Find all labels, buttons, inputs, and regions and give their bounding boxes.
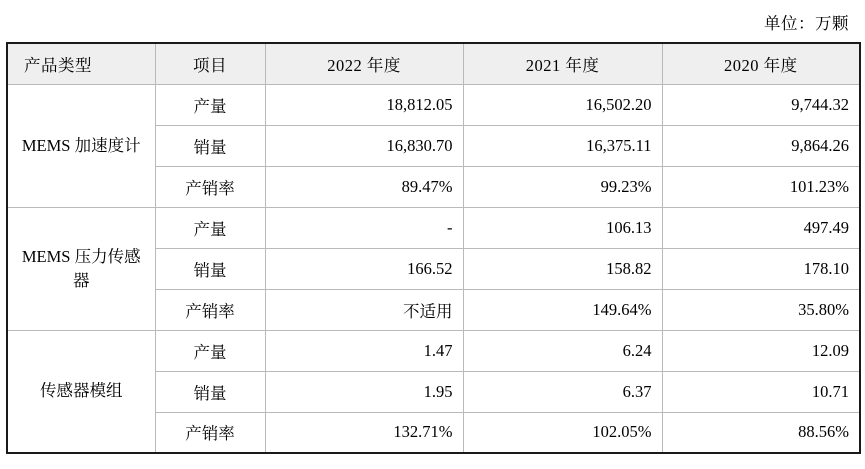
category-cell-mems-accelerometer: MEMS 加速度计	[7, 84, 155, 207]
value-cell-2020: 12.09	[662, 330, 860, 371]
value-cell-2021: 149.64%	[463, 289, 662, 330]
table-row	[7, 84, 860, 125]
value-cell-2022: 1.95	[265, 371, 463, 412]
value-cell-2022: 不适用	[265, 289, 463, 330]
value-cell-2022: 1.47	[265, 330, 463, 371]
value-cell-2020: 178.10	[662, 248, 860, 289]
value-cell-2021: 99.23%	[463, 166, 662, 207]
value-cell-2021: 16,502.20	[463, 84, 662, 125]
value-cell-2021: 6.24	[463, 330, 662, 371]
unit-note: 单位：万颗	[764, 14, 849, 33]
value-cell-2020: 10.71	[662, 371, 860, 412]
column-header-2021: 2021 年度	[463, 43, 662, 84]
column-header-2022: 2022 年度	[265, 43, 463, 84]
item-cell: 产量	[155, 84, 265, 125]
item-cell: 销量	[155, 125, 265, 166]
item-cell: 产销率	[155, 166, 265, 207]
column-header-product-type: 产品类型	[7, 43, 155, 84]
item-cell: 产量	[155, 207, 265, 248]
category-cell-sensor-module: 传感器模组	[7, 330, 155, 453]
value-cell-2022: 89.47%	[265, 166, 463, 207]
value-cell-2021: 102.05%	[463, 412, 662, 453]
value-cell-2022: 132.71%	[265, 412, 463, 453]
value-cell-2022: -	[265, 207, 463, 248]
value-cell-2022: 16,830.70	[265, 125, 463, 166]
item-cell: 产销率	[155, 289, 265, 330]
column-header-2020: 2020 年度	[662, 43, 860, 84]
item-cell: 销量	[155, 248, 265, 289]
table-body	[7, 84, 860, 453]
value-cell-2021: 6.37	[463, 371, 662, 412]
value-cell-2020: 35.80%	[662, 289, 860, 330]
table-row	[7, 330, 860, 371]
value-cell-2020: 9,744.32	[662, 84, 860, 125]
category-cell-mems-pressure-sensor: MEMS 压力传感器	[7, 207, 155, 330]
column-header-item: 项目	[155, 43, 265, 84]
value-cell-2020: 9,864.26	[662, 125, 860, 166]
table-header-row	[7, 43, 860, 84]
value-cell-2020: 101.23%	[662, 166, 860, 207]
item-cell: 产量	[155, 330, 265, 371]
table-row	[7, 207, 860, 248]
value-cell-2020: 88.56%	[662, 412, 860, 453]
item-cell: 销量	[155, 371, 265, 412]
table-header	[7, 43, 860, 84]
value-cell-2020: 497.49	[662, 207, 860, 248]
value-cell-2021: 106.13	[463, 207, 662, 248]
value-cell-2022: 166.52	[265, 248, 463, 289]
item-cell: 产销率	[155, 412, 265, 453]
value-cell-2021: 16,375.11	[463, 125, 662, 166]
value-cell-2021: 158.82	[463, 248, 662, 289]
value-cell-2022: 18,812.05	[265, 84, 463, 125]
production-sales-table	[6, 42, 861, 454]
